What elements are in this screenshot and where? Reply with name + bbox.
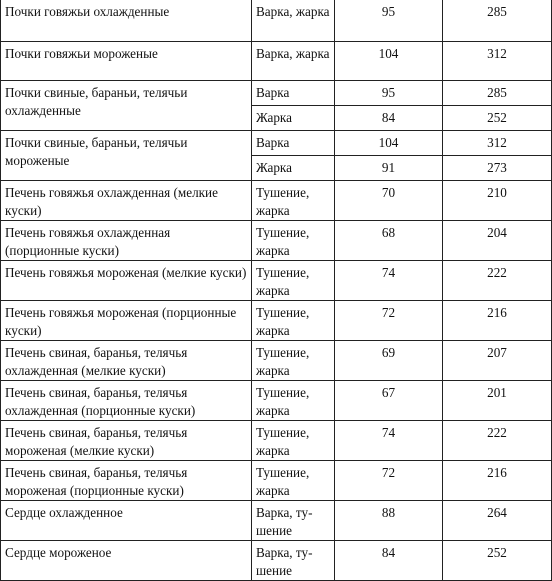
table-row <box>1 221 552 261</box>
product-name-cell: Печень говяжья мороженая (порционные куски) <box>1 301 252 341</box>
product-name-cell: Почки говяжьи охлажденные <box>1 0 252 42</box>
cooking-method-cell: Варка, жарка <box>252 0 335 42</box>
table-row <box>1 131 552 156</box>
product-name-cell: Печень свиная, баранья, телячья охлажденная (мелкие куски) <box>1 341 252 381</box>
table-row <box>1 421 552 461</box>
product-name-cell: Сердце мороженое <box>1 541 252 581</box>
table-row <box>1 0 552 42</box>
cooking-method-cell: Варка, ту-шение <box>252 541 335 581</box>
value-cell: 264 <box>443 501 552 541</box>
value-cell: 252 <box>443 106 552 131</box>
value-cell: 72 <box>335 301 443 341</box>
value-cell: 210 <box>443 181 552 221</box>
cooking-method-cell: Тушение, жарка <box>252 181 335 221</box>
value-cell: 68 <box>335 221 443 261</box>
value-cell: 104 <box>335 42 443 81</box>
table-row <box>1 501 552 541</box>
table-row <box>1 181 552 221</box>
value-cell: 74 <box>335 261 443 301</box>
value-cell: 207 <box>443 341 552 381</box>
table-row <box>1 381 552 421</box>
cooking-method-cell: Тушение, жарка <box>252 381 335 421</box>
cooking-method-cell: Тушение, жарка <box>252 221 335 261</box>
value-cell: 91 <box>335 156 443 181</box>
table-row <box>1 461 552 501</box>
table-row <box>1 42 552 81</box>
table-row <box>1 81 552 106</box>
value-cell: 312 <box>443 131 552 156</box>
cooking-method-cell: Тушение, жарка <box>252 421 335 461</box>
cooking-method-cell: Тушение, жарка <box>252 341 335 381</box>
product-name-cell: Печень свиная, баранья, телячья мороженая (порционные куски) <box>1 461 252 501</box>
product-name-cell: Печень свиная, баранья, телячья мороженая (мелкие куски) <box>1 421 252 461</box>
value-cell: 70 <box>335 181 443 221</box>
value-cell: 222 <box>443 261 552 301</box>
cooking-method-cell: Тушение, жарка <box>252 461 335 501</box>
table-row <box>1 341 552 381</box>
table-row <box>1 301 552 341</box>
value-cell: 216 <box>443 301 552 341</box>
value-cell: 201 <box>443 381 552 421</box>
value-cell: 84 <box>335 106 443 131</box>
value-cell: 204 <box>443 221 552 261</box>
value-cell: 88 <box>335 501 443 541</box>
value-cell: 222 <box>443 421 552 461</box>
value-cell: 104 <box>335 131 443 156</box>
cooking-method-cell: Варка, ту-шение <box>252 501 335 541</box>
value-cell: 95 <box>335 81 443 106</box>
cooking-method-cell: Жарка <box>252 156 335 181</box>
value-cell: 74 <box>335 421 443 461</box>
cooking-method-cell: Варка <box>252 81 335 106</box>
value-cell: 285 <box>443 81 552 106</box>
cooking-method-cell: Тушение, жарка <box>252 301 335 341</box>
value-cell: 69 <box>335 341 443 381</box>
product-name-cell: Почки говяжьи мороженые <box>1 42 252 81</box>
value-cell: 252 <box>443 541 552 581</box>
value-cell: 72 <box>335 461 443 501</box>
product-name-cell: Сердце охлажденное <box>1 501 252 541</box>
product-name-cell: Почки свиные, бараньи, телячьи мороженые <box>1 131 252 181</box>
value-cell: 216 <box>443 461 552 501</box>
value-cell: 312 <box>443 42 552 81</box>
product-name-cell: Печень говяжья охлажденная (мелкие куски) <box>1 181 252 221</box>
value-cell: 67 <box>335 381 443 421</box>
table-row <box>1 261 552 301</box>
value-cell: 273 <box>443 156 552 181</box>
cooking-method-cell: Варка <box>252 131 335 156</box>
product-name-cell: Печень свиная, баранья, телячья охлажденная (порционные куски) <box>1 381 252 421</box>
cooking-method-cell: Варка, жарка <box>252 42 335 81</box>
value-cell: 285 <box>443 0 552 42</box>
table-row <box>1 541 552 581</box>
product-name-cell: Печень говяжья мороженая (мелкие куски) <box>1 261 252 301</box>
cooking-method-cell: Жарка <box>252 106 335 131</box>
product-name-cell: Печень говяжья охлажденная (порционные куски) <box>1 221 252 261</box>
value-cell: 95 <box>335 0 443 42</box>
value-cell: 84 <box>335 541 443 581</box>
product-name-cell: Почки свиные, бараньи, телячьи охлажденные <box>1 81 252 131</box>
cooking-method-cell: Тушение, жарка <box>252 261 335 301</box>
